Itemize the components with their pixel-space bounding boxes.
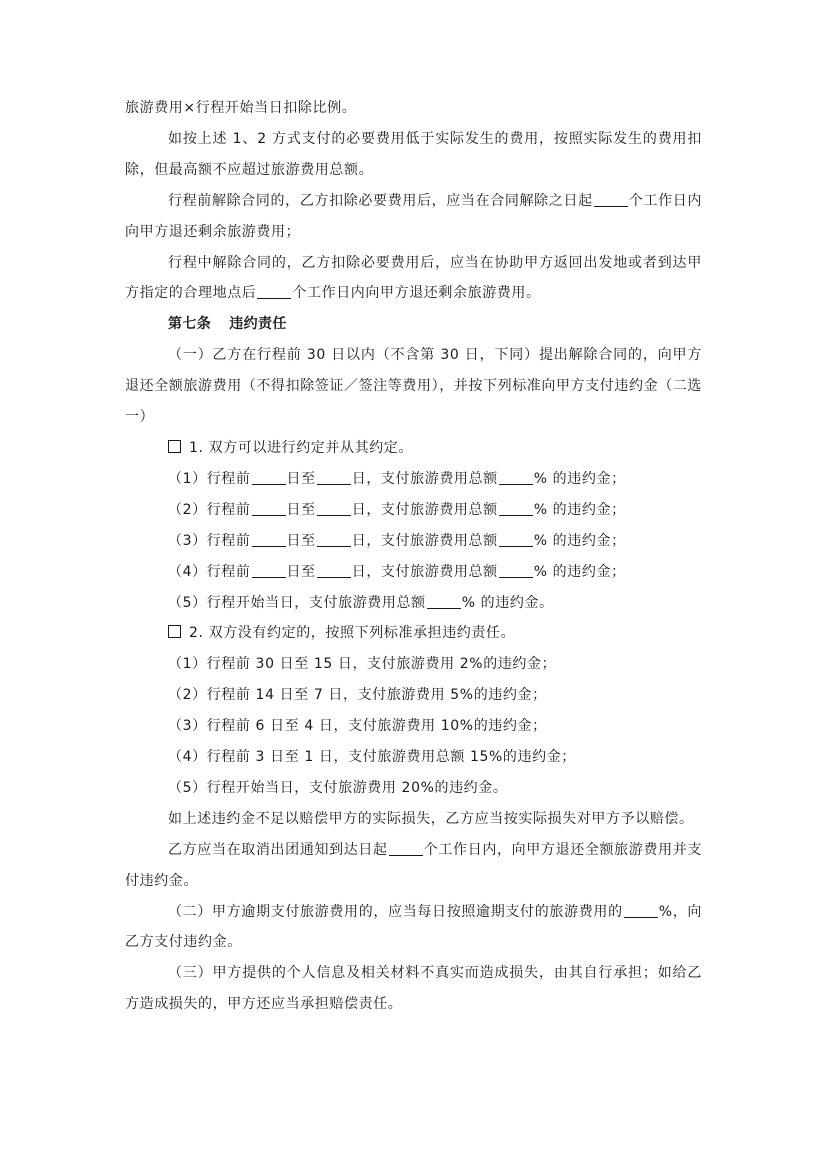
item-text: 日，支付旅游费用总额: [351, 563, 498, 580]
blank-field[interactable]: [317, 470, 351, 485]
option-1-item: [125, 495, 702, 526]
item-text: % 的违约金；: [533, 470, 626, 487]
option-2-item: （2）行程前 14 日至 7 日，支付旅游费用 5%的违约金；: [168, 687, 547, 704]
item-text: （5）行程开始当日，支付旅游费用总额: [168, 594, 426, 611]
blank-field[interactable]: [389, 841, 423, 856]
article-title: 违约责任: [229, 316, 287, 333]
item-text: （1）行程前: [168, 470, 251, 487]
clause-2-text: （二）甲方逾期支付旅游费用的，应当每日按照逾期支付的旅游费用的: [168, 903, 623, 920]
paragraph-refund-during-trip: [125, 248, 702, 310]
item-text: 日至: [286, 563, 316, 580]
paragraph-refund-before-trip: [125, 186, 702, 248]
note-refund-deadline: [125, 835, 702, 897]
clause-1-text: （一）乙方在行程前 30 日以内（不含第 30 日，下同）提出解除合同的，向甲方退还全额旅游费用（不得扣除签证／签注等费用），并按下列标准向甲方支付违约金（二选一）: [125, 347, 702, 426]
option-2-label: 2. 双方没有约定的，按照下列标准承担违约责任。: [189, 625, 516, 642]
item-text: 日，支付旅游费用总额: [351, 470, 498, 487]
item-text: 日，支付旅游费用总额: [351, 501, 498, 518]
blank-field[interactable]: [499, 470, 533, 485]
option-2: [125, 618, 702, 649]
option-2-item: （4）行程前 3 日至 1 日，支付旅游费用总额 15%的违约金；: [168, 749, 576, 766]
refund-during-text-a: 行程中解除合同的，乙方扣除必要费用后，应当在协助甲方返回出发地或者到达甲方指定的合理地点后: [125, 254, 702, 302]
refund-during-text-b: 个工作日内向甲方退还剩余旅游费用。: [292, 285, 541, 302]
option-1-item: [125, 526, 702, 557]
note-text: 个工作日内，向甲方退还全额旅游费用并支付违约金。: [125, 841, 702, 889]
blank-field[interactable]: [499, 563, 533, 578]
item-text: （3）行程前: [168, 532, 251, 549]
option-2-item: （3）行程前 6 日至 4 日，支付旅游费用 10%的违约金；: [168, 718, 547, 735]
option-1-label: 1. 双方可以进行约定并从其约定。: [189, 439, 414, 456]
option-1-item: [125, 557, 702, 588]
blank-field[interactable]: [499, 532, 533, 547]
blank-field[interactable]: [257, 284, 291, 299]
document-page: [125, 93, 702, 1020]
article-number: 第七条: [168, 316, 212, 333]
note-text: 乙方应当在取消出团通知到达日起: [168, 841, 388, 858]
option-1: [125, 433, 702, 464]
blank-field[interactable]: [317, 532, 351, 547]
clause-2-text: %，向乙方支付违约金。: [125, 903, 702, 951]
paragraph-actual-cost: 如按上述 1、2 方式支付的必要费用低于实际发生的费用，按照实际发生的费用扣除，但最高额不应超过旅游费用总额。: [125, 130, 702, 178]
blank-field[interactable]: [499, 501, 533, 516]
option-1-checkbox[interactable]: [168, 440, 181, 453]
blank-field[interactable]: [317, 563, 351, 578]
item-text: % 的违约金；: [533, 532, 626, 549]
blank-field[interactable]: [252, 501, 286, 516]
option-1-item: [125, 464, 702, 495]
option-1-item: [125, 588, 702, 619]
item-text: 日，支付旅游费用总额: [351, 532, 498, 549]
article-heading: [125, 309, 702, 340]
item-text: 日至: [286, 501, 316, 518]
blank-field[interactable]: [317, 501, 351, 516]
item-text: （2）行程前: [168, 501, 251, 518]
option-2-item: （1）行程前 30 日至 15 日，支付旅游费用 2%的违约金；: [168, 656, 557, 673]
blank-field[interactable]: [594, 192, 628, 207]
blank-field[interactable]: [624, 903, 658, 918]
option-2-checkbox[interactable]: [168, 625, 181, 638]
blank-field[interactable]: [252, 470, 286, 485]
blank-field[interactable]: [252, 532, 286, 547]
item-text: （4）行程前: [168, 563, 251, 580]
clause-3: （三）甲方提供的个人信息及相关材料不真实而造成损失，由其自行承担；如给乙方造成损失的，甲方还应当承担赔偿责任。: [125, 965, 702, 1013]
item-text: % 的违约金；: [533, 563, 626, 580]
item-text: 日至: [286, 470, 316, 487]
blank-field[interactable]: [427, 594, 461, 609]
refund-before-text-b: 个工作日内向甲方退还剩余旅游费用；: [125, 192, 702, 240]
item-text: % 的违约金；: [533, 501, 626, 518]
option-2-item: （5）行程开始当日，支付旅游费用 20%的违约金。: [168, 779, 508, 796]
paragraph-deduction-formula: 旅游费用×行程开始当日扣除比例。: [125, 100, 357, 116]
blank-field[interactable]: [252, 563, 286, 578]
item-text: 日至: [286, 532, 316, 549]
refund-before-text-a: 行程前解除合同的，乙方扣除必要费用后，应当在合同解除之日起: [168, 192, 593, 209]
note-compensation: 如上述违约金不足以赔偿甲方的实际损失，乙方应当按实际损失对甲方予以赔偿。: [168, 810, 694, 827]
clause-2: [125, 897, 702, 959]
item-text: % 的违约金。: [461, 594, 554, 611]
